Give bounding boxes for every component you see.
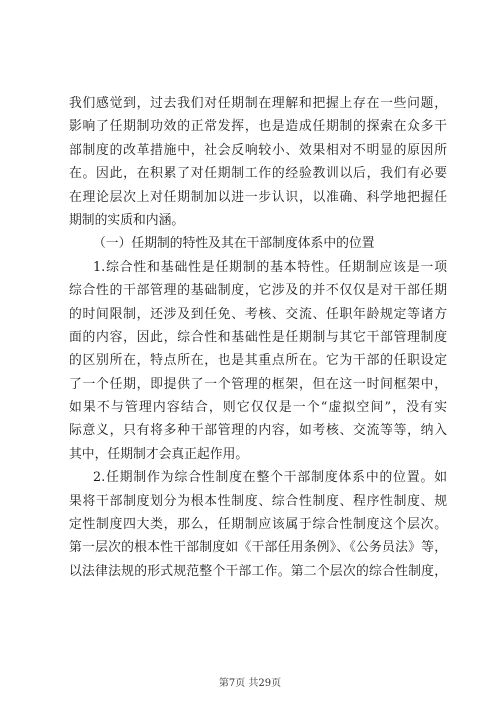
paragraph-line: 的时间限制，还涉及到任免、考核、交流、任职年龄规定等诸方 (69, 306, 447, 322)
paragraph-line: 其中，任期制才会真正起作用。 (69, 446, 249, 462)
paragraph-line: 的区别所在，特点所在，也是其重点所在。它为干部的任职设定 (69, 353, 447, 369)
section-heading: （一）任期制的特性及其在干部制度体系中的位置 (93, 236, 375, 252)
paragraph-line: 2.任期制作为综合性制度在整个干部制度体系中的位置。如 (93, 470, 447, 486)
paragraph-line: 了一个任期，即提供了一个管理的框架，但在这一时间框架中， (69, 376, 447, 392)
paragraph-line: 面的内容，因此，综合性和基础性是任期制与其它干部管理制度 (69, 329, 447, 345)
paragraph-line: 在。因此，在积累了对任期制工作的经验教训以后，我们有必要 (69, 166, 447, 182)
paragraph-line: 以法律法规的形式规范整个干部工作。第二个层次的综合性制度， (69, 563, 447, 579)
paragraph-line: 综合性的干部管理的基础制度，它涉及的并不仅仅是对干部任期 (69, 283, 447, 299)
paragraph-line: 部制度的改革措施中，社会反响较小、效果相对不明显的原因所 (69, 142, 447, 158)
paragraph-line: 如果不与管理内容结合，则它仅仅是一个“虚拟空间”，没有实 (69, 400, 447, 416)
paragraph-line: 定性制度四大类，那么，任期制应该属于综合性制度这个层次。 (69, 517, 447, 533)
paragraph-line: 影响了任期制功效的正常发挥，也是造成任期制的探索在众多干 (69, 119, 447, 135)
document-body (69, 92, 447, 583)
paragraph-line: 第一层次的根本性干部制度如《干部任用条例》、《公务员法》等， (69, 540, 447, 556)
paragraph-line: 我们感觉到，过去我们对任期制在理解和把握上存在一些问题， (69, 96, 447, 111)
paragraph-line: 际意义，只有将多种干部管理的内容，如考核、交流等等，纳入 (69, 423, 447, 439)
page-number-footer: 第7页 共29页 (218, 678, 282, 689)
paragraph-line: 期制的实质和内涵。 (69, 212, 185, 228)
paragraph-line: 在理论层次上对任期制加以进一步认识，以准确、科学地把握任 (69, 189, 447, 205)
paragraph-line: 1.综合性和基础性是任期制的基本特性。任期制应该是一项 (93, 259, 447, 275)
paragraph-line: 果将干部制度划分为根本性制度、综合性制度、程序性制度、规 (69, 493, 447, 509)
